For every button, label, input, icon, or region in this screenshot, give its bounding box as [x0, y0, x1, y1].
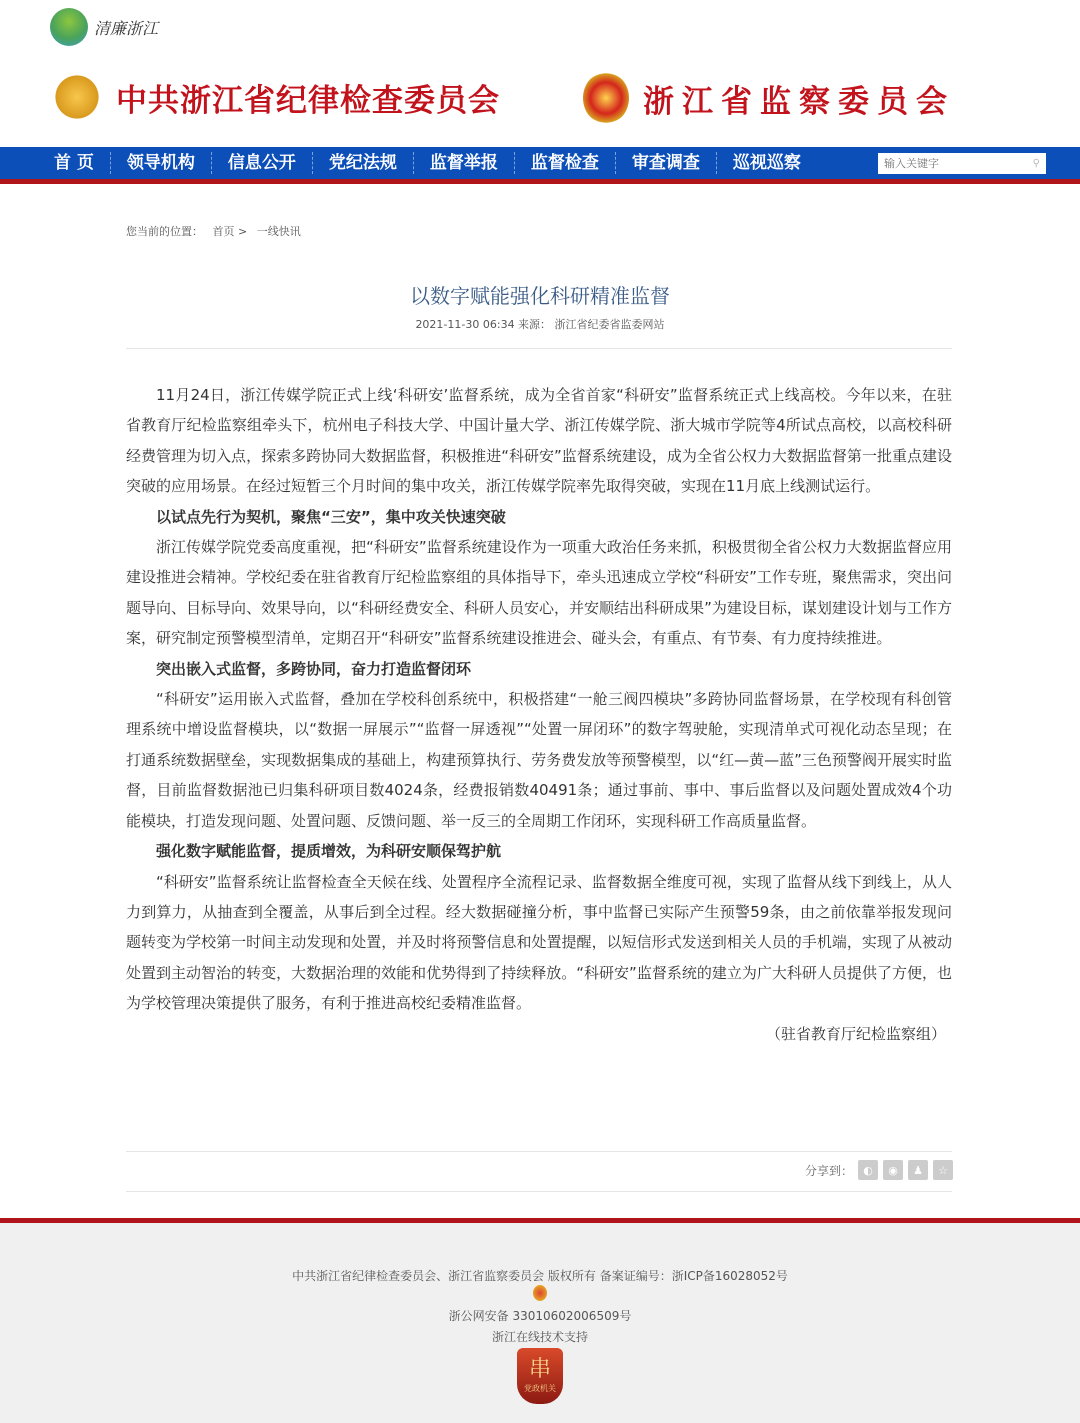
nav-leadership[interactable]: 领导机构 [111, 152, 212, 174]
breadcrumb-separator: > [238, 225, 248, 238]
logo-text: 清廉浙江 [94, 18, 159, 38]
nav-home[interactable]: 首 页 [38, 152, 111, 174]
article-paragraph: “科研安”监督系统让监督检查全天候在线、处置程序全流程记录、监督数据全维度可视，实现了监督从线下到线上，从人力到算力，从抽查到全覆盖，从事后到全过程。经大数据碰撞分析，事中监督已实际产生预警59条，由之前依靠举报发现问题转变为学校第一时间主动发现和处置，并及时将预警信息和处置提醒，以短信形式发送到相关人员的手机端，实现了从被动处置到主动智治的转变，大数据治理的效能和优势得到了持续释放。“科研安”监督系统的建立为广大科研人员提供了方便，也为学校管理决策提供了服务，有利于推进高校纪委精准监督。 [126, 872, 952, 1013]
article-title: 以数字赋能强化科研精准监督 [410, 284, 670, 308]
nav-report[interactable]: 监督举报 [414, 152, 515, 174]
qinglian-logo-icon [50, 8, 88, 46]
site-logo[interactable] [50, 8, 158, 46]
article-paragraph: 11月24日，浙江传媒学院正式上线‘科研安’监督系统，成为全省首家“科研安”监督系统正式上线高校。今年以来，在驻省教育厅纪检监察组牵头下，杭州电子科技大学、中国计量大学、浙江传媒学院、浙大城市学院等4所试点高校，以高校科研经费管理为切入点，探索多跨协同大数据监督，积极推进“科研安”监督系统建设，成为全省公权力大数据监督第一批重点建设突破的应用场景。在经过短暂三个月时间的集中攻关，浙江传媒学院率先取得突破，实现在11月底上线测试运行。 [126, 386, 952, 496]
footer-copyright: 中共浙江省纪律检查委员会、浙江省监察委员会 版权所有 备案证编号：浙ICP备16028052号 [292, 1269, 788, 1283]
breadcrumb-home[interactable]: 首页 [212, 225, 235, 238]
qq-icon[interactable]: ♟ [908, 1160, 928, 1180]
nav-patrol[interactable]: 巡视巡察 [732, 153, 801, 173]
divider [126, 348, 952, 349]
search-box [878, 153, 1046, 174]
nav-investigation[interactable]: 审查调查 [616, 152, 717, 174]
article-paragraph: 浙江传媒学院党委高度重视，把“科研安”监督系统建设作为一项重大政治任务来抓，积极贯彻全省公权力大数据监督应用建设推进会精神。学校纪委在驻省教育厅纪检监察组的具体指导下，牵头迅速成立学校“科研安”工作专班，聚焦需求，突出问题导向、目标导向、效果导向，以“科研经费安全、科研人员安心，并安顺结出科研成果”为建设目标，谋划建设计划与工作方案，研究制定预警模型清单，定期召开“科研安”监督系统建设推进会、碰头会，有重点、有节奏、有力度持续推进。 [126, 538, 952, 648]
nav-info-disclosure[interactable]: 信息公开 [212, 152, 313, 174]
national-emblem-icon [583, 72, 629, 124]
nav-regulations[interactable]: 党纪法规 [313, 152, 414, 174]
article-signature: （驻省教育厅纪检监察组） [765, 1024, 946, 1043]
section-heading: 突出嵌入式监督，多跨协同，奋力打造监督闭环 [156, 659, 472, 678]
breadcrumb-current[interactable]: 一线快讯 [256, 225, 301, 238]
main-nav [0, 147, 1080, 184]
divider [126, 1191, 952, 1192]
section-heading: 强化数字赋能监督，提质增效，为科研安顺保驾护航 [156, 842, 502, 861]
share-label: 分享到： [804, 1163, 853, 1178]
footer [0, 1218, 1080, 1423]
breadcrumb-label: 您当前的位置： [126, 225, 203, 238]
org1-name: 中共浙江省纪律检查委员会 [116, 82, 500, 119]
org-banner-supervision[interactable] [583, 72, 955, 124]
wechat-icon[interactable]: ◐ [858, 1160, 878, 1180]
breadcrumb [126, 223, 301, 239]
org2-name: 浙江省监察委员会 [643, 83, 955, 120]
badge-emblem-icon: 串 [528, 1357, 551, 1382]
article-paragraph: “科研安”运用嵌入式监督，叠加在学校科创系统中，积极搭建“一舱三阀四模块”多跨协同监督场景，在学校现有科创管理系统中增设监督模块，以“数据一屏展示”“监督一屏透视”“处置一屏闭环”的数字驾驶舱，实现清单式可视化动态呈现；在打通系统数据壁垒，实现数据集成的基础上，构建预算执行、劳务费发放等预警模型，以“红—黄—蓝”三色预警阀开展实时监督，目前监督数据池已归集科研项目数4024条，经费报销数40491条；通过事前、事中、事后监督以及问题处置成效4个功能模块，打造发现问题、处置问题、反馈问题、举一反三的全周期工作闭环，实现科研工作高质量监督。 [126, 690, 952, 830]
nav-inspection[interactable]: 监督检查 [515, 152, 616, 174]
footer-support: 浙江在线技术支持 [491, 1330, 588, 1344]
divider [126, 1151, 952, 1152]
favorite-icon[interactable]: ☆ [933, 1160, 953, 1180]
police-badge-icon [533, 1285, 547, 1301]
government-site-badge[interactable] [517, 1348, 563, 1404]
section-heading: 以试点先行为契机，聚焦“三安”，集中攻关快速突破 [156, 507, 506, 526]
share-bar [805, 1160, 953, 1180]
article-meta: 2021-11-30 06:34 来源： 浙江省纪委省监委网站 [415, 318, 665, 331]
weibo-icon[interactable]: ◉ [883, 1160, 903, 1180]
search-input[interactable] [884, 158, 1014, 170]
search-icon[interactable]: ⚲ [1032, 158, 1040, 169]
article-body [126, 380, 952, 1049]
org-banner-ccdi[interactable] [52, 72, 500, 122]
footer-police-record[interactable]: 浙公网安备 33010602006509号 [448, 1309, 632, 1323]
badge-text: 党政机关 [524, 1384, 556, 1393]
party-emblem-icon [52, 72, 102, 122]
